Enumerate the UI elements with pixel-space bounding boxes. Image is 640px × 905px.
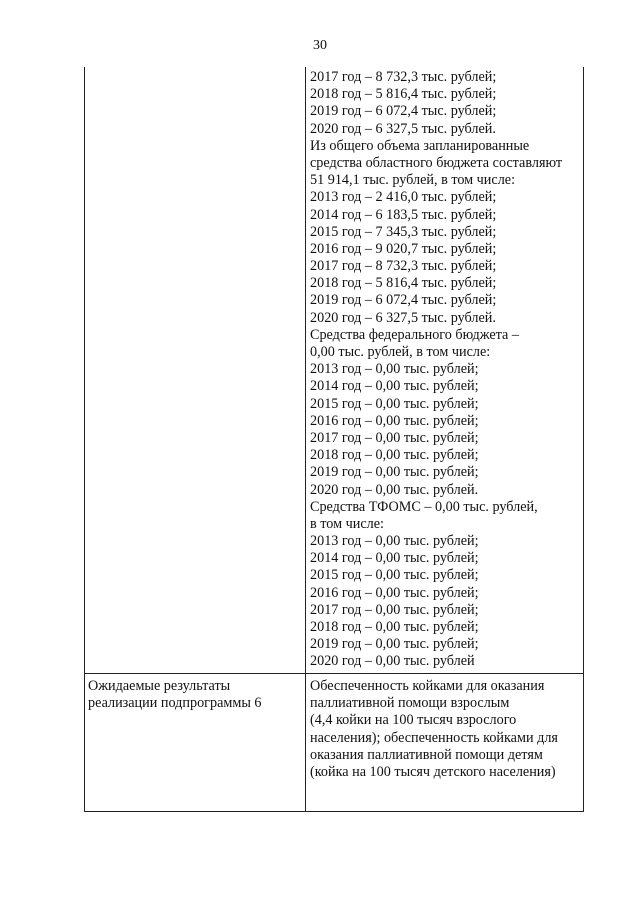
financing-line: средства областного бюджета составляют	[310, 154, 563, 171]
financing-line: 2016 год – 9 020,7 тыс. рублей;	[310, 240, 497, 257]
financing-line: 2019 год – 6 072,4 тыс. рублей;	[310, 292, 497, 309]
expected-results-line: (4,4 койки на 100 тысяч взрослого	[310, 712, 517, 729]
financing-line: 2017 год – 0,00 тыс. рублей;	[310, 601, 479, 618]
subprogram-table	[84, 67, 584, 812]
financing-line: 2018 год – 0,00 тыс. рублей;	[310, 619, 479, 635]
financing-line: 2017 год – 8 732,3 тыс. рублей;	[310, 258, 497, 275]
table-border-left	[84, 67, 85, 812]
financing-line: 2019 год – 0,00 тыс. рублей;	[310, 464, 479, 481]
financing-line: 2013 год – 0,00 тыс. рублей;	[310, 361, 479, 378]
financing-line: 2017 год – 8 732,3 тыс. рублей;	[310, 69, 497, 85]
financing-line: 2020 год – 6 327,5 тыс. рублей.	[310, 120, 496, 137]
financing-line: 2019 год – 0,00 тыс. рублей;	[310, 636, 479, 653]
financing-line: 2020 год – 0,00 тыс. рублей	[310, 653, 475, 670]
financing-line: 2014 год – 0,00 тыс. рублей;	[310, 378, 479, 395]
financing-line: в том числе:	[310, 515, 384, 532]
financing-cell	[310, 69, 562, 671]
table-border-bottom	[84, 811, 584, 812]
financing-line: 2017 год – 0,00 тыс. рублей;	[310, 429, 479, 446]
financing-line: 2014 год – 0,00 тыс. рублей;	[310, 550, 479, 567]
financing-line: 2018 год – 5 816,4 тыс. рублей;	[310, 86, 497, 103]
financing-line: Из общего объема запланированные	[310, 137, 530, 154]
financing-line: 2018 год – 0,00 тыс. рублей;	[310, 447, 479, 464]
financing-line: 2015 год – 7 345,3 тыс. рублей;	[310, 223, 497, 240]
table-row-divider	[84, 673, 584, 674]
financing-line: 51 914,1 тыс. рублей, в том числе:	[310, 172, 516, 189]
expected-results-line: оказания паллиативной помощи детям	[310, 746, 543, 763]
financing-line: 2015 год – 0,00 тыс. рублей;	[310, 567, 479, 584]
financing-line: 2016 год – 0,00 тыс. рублей;	[310, 584, 479, 601]
expected-results-label-line: реализации подпрограммы 6	[88, 695, 262, 712]
table-column-divider	[305, 67, 306, 812]
expected-results-line: населения); обеспеченность койками для	[310, 729, 558, 746]
financing-line: 2014 год – 6 183,5 тыс. рублей;	[310, 206, 497, 223]
financing-line: 2013 год – 0,00 тыс. рублей;	[310, 533, 479, 550]
financing-line: 2015 год – 0,00 тыс. рублей;	[310, 395, 479, 412]
financing-line: 2020 год – 0,00 тыс. рублей.	[310, 481, 479, 498]
expected-results-line: Обеспеченность койками для оказания	[310, 678, 545, 694]
expected-results-line: паллиативной помощи взрослым	[310, 695, 510, 712]
financing-line: 2020 год – 6 327,5 тыс. рублей.	[310, 309, 496, 326]
expected-results-label-cell	[88, 678, 262, 712]
financing-line: 0,00 тыс. рублей, в том числе:	[310, 344, 491, 360]
financing-line: 2016 год – 0,00 тыс. рублей;	[310, 412, 479, 429]
expected-results-value-cell	[310, 678, 558, 781]
expected-results-line: (койка на 100 тысяч детского населения)	[310, 763, 556, 780]
expected-results-label-line: Ожидаемые результаты	[88, 678, 231, 694]
financing-line: 2019 год – 6 072,4 тыс. рублей;	[310, 103, 497, 120]
financing-line: Средства ТФОМС – 0,00 тыс. рублей,	[310, 498, 538, 515]
table-border-right	[583, 67, 584, 812]
financing-line: Средства федерального бюджета –	[310, 326, 519, 343]
financing-line: 2018 год – 5 816,4 тыс. рублей;	[310, 275, 497, 292]
financing-line: 2013 год – 2 416,0 тыс. рублей;	[310, 189, 497, 206]
page-number: 30	[313, 38, 327, 53]
